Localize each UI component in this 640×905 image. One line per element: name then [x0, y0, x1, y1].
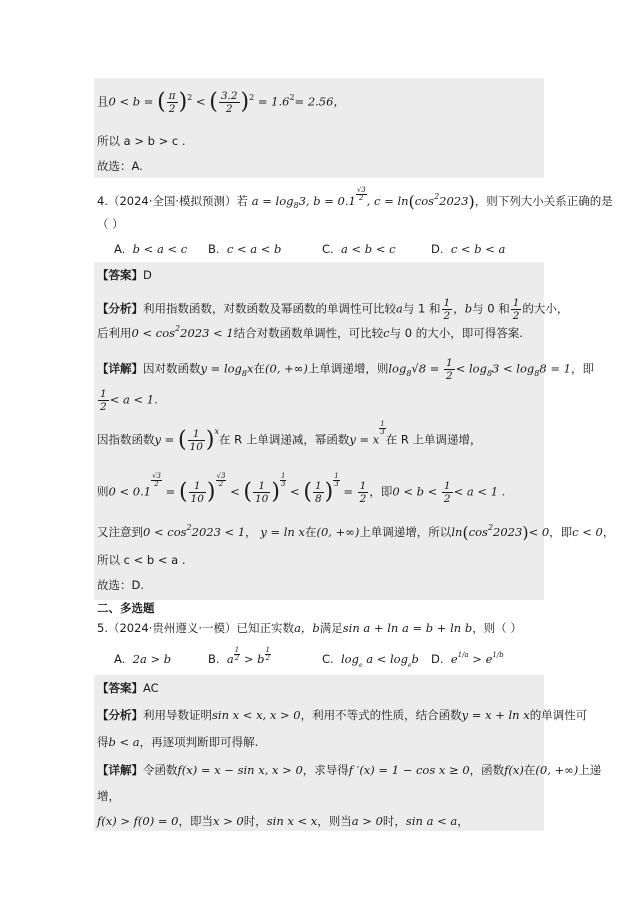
q5-detail-2: 增，	[97, 789, 120, 803]
section-title: 二、多选题	[97, 601, 155, 615]
q3-line-3: 故选：A.	[97, 159, 143, 173]
q3-line-2: 所以 a > b > c .	[97, 134, 186, 148]
q4-analysis-1: 【分析】利用指数函数，对数函数及幂函数的单调性可比较a与 1 和 $\frac{1}{2}$ ，b与 0 和 $\frac{1}{2}$ 的大小，	[97, 297, 569, 323]
q4-blank: （ ）	[97, 217, 124, 231]
q5-analysis-1: 【分析】利用导数证明sin x < x, x > 0，利用不等式的性质，结合函数y = x + ln x的单调性可	[97, 708, 588, 722]
q5-detail-3: f(x) > f(0) = 0，即当x > 0时，sin x < x，则当a > 0时，sin a < a，	[97, 814, 469, 828]
q4-option-b: B. c < a < b	[208, 242, 282, 256]
q3-line-1: 且0 < b = ( $\frac{\pi}{2}$ )$^2$ < ( $\frac{3.2}{2}$ )$^2 = 1.6^2= 2.56$，	[97, 89, 345, 116]
q5-option-d: D. $e^{1/a} > e^{1/b}$	[431, 651, 504, 666]
q4-option-a: A. b < a < c	[114, 242, 188, 256]
q4-detail-3: 因指数函数y = ( $\frac{1}{10}$ )$^x$在 R 上单调递减，幂函数y = x $\frac{1}{3}$ 在 R 上单调递增，	[97, 420, 482, 454]
q5-option-a: A. 2a > b	[114, 652, 172, 666]
q4-option-c: C. a < b < c	[322, 242, 396, 256]
q4-detail-1: 【详解】因对数函数$y = \log_8x$在(0, +∞)上单调递增，则$\log_8√8$ = $\frac{1}{2}$ < $\log_83 < \log_88 = 1$，即	[97, 357, 594, 383]
q4-detail-5: 又注意到$0 < \cos^22023 < 1$， y = ln x在(0, +∞)上单调递增，所以$\ln(\cos^22023)< 0$，即c < 0，	[97, 523, 615, 542]
q4-stem: 4.（2024·全国·模拟预测）若 $a = \log_83$, b = 0.1 $\frac{√3}{2}$ , $c = \ln(\cos^22023)$，则下列大小关系正确的是	[97, 186, 613, 211]
q4-detail-6: 所以 c < b < a .	[97, 553, 186, 567]
q5-option-c: C. $\log_e a < \log_eb$	[322, 652, 419, 669]
q4-option-d: D. c < b < a	[431, 242, 506, 256]
q4-analysis-2: 后利用$0 < \cos^22023 < 1$结合对数函数单调性，可比较c与 0 的大小，即可得答案.	[97, 324, 523, 340]
q4-detail-2: $\frac{1}{2}$ < a < 1.	[100, 388, 158, 414]
q4-answer: 【答案】D	[97, 268, 152, 282]
q4-detail-7: 故选：D.	[97, 578, 145, 592]
q5-answer: 【答案】AC	[97, 681, 159, 695]
q5-analysis-2: 得b < a，再逐项判断即可得解.	[97, 735, 259, 749]
q4-detail-4: 则0 < 0.1 $\frac{√3}{2}$ = ( $\frac{1}{10}$ ) $\frac{√3}{2}$ < ( $\frac{1}{10}$ ) $\frac{1}{3}$ < ( $\frac{1}{8}$ ) $\frac{1}{3}$ = $\frac{1}{2}$ ，即0 < b < $\frac{1}{2}$ < a < 1 .	[97, 472, 506, 506]
q5-answer-block	[94, 675, 544, 831]
q5-detail-1: 【详解】令函数f(x) = x − sin x, x > 0，求导得f ′(x) = 1 − cos x ≥ 0，函数f(x)在(0, +∞)上递	[97, 763, 602, 777]
q5-stem: 5.（2024·贵州遵义·一模）已知正实数a，b满足sin a + ln a = b + ln b，则（ ）	[97, 621, 522, 635]
q5-option-b: B. a $\frac{1}{2}$ > b $\frac{1}{2}$	[208, 646, 270, 666]
